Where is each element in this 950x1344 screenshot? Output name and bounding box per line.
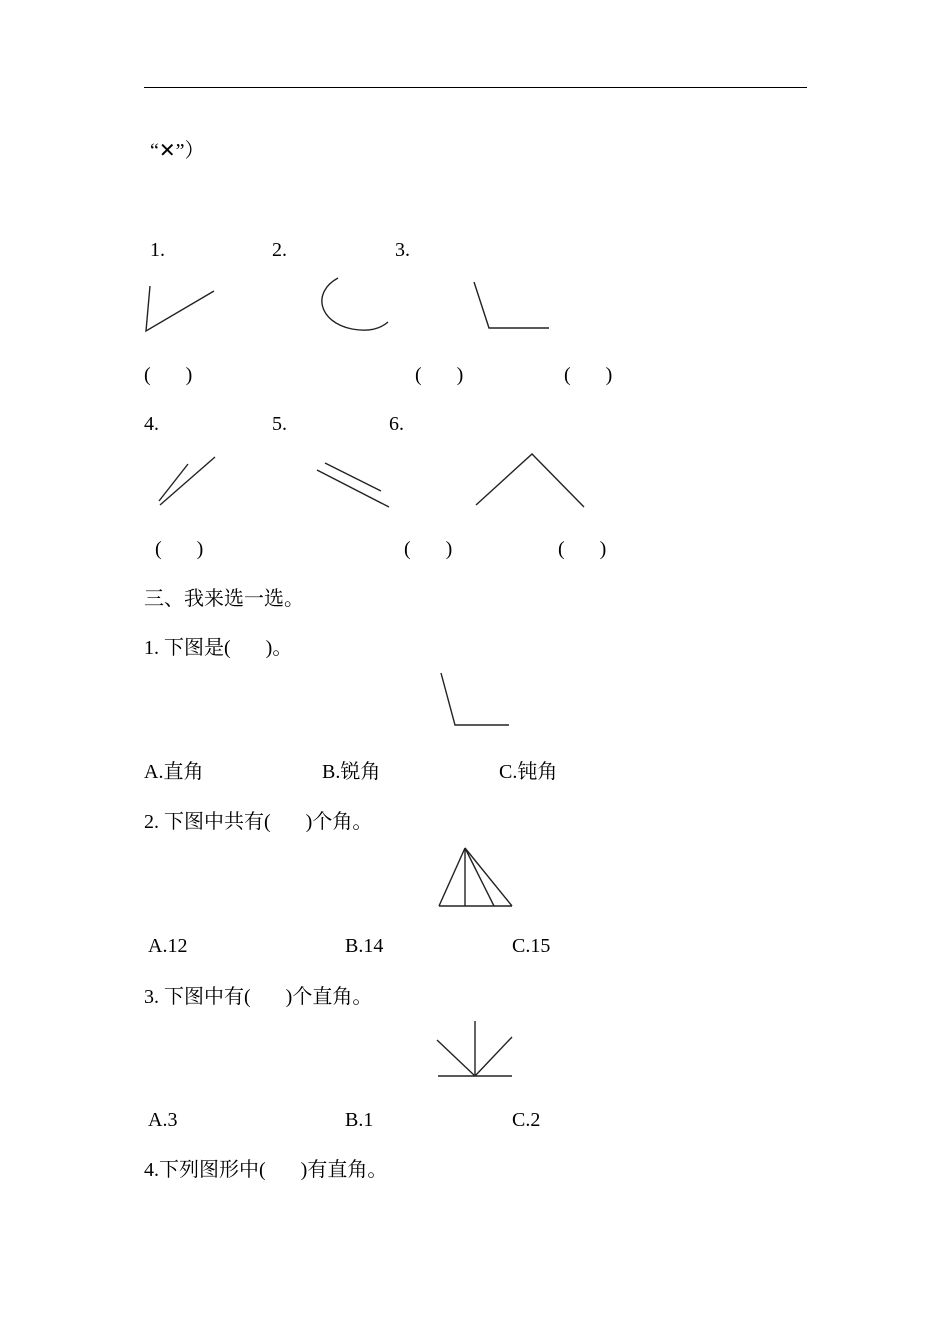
question-2-option-c[interactable]: C.15 [512, 935, 551, 957]
question-2-option-b[interactable]: B.14 [345, 935, 384, 957]
question-4-stem: 4.下列图形中( )有直角。 [144, 1159, 388, 1181]
question-3-stem: 3. 下图中有( )个直角。 [144, 986, 373, 1008]
section-3-title: 三、我来选一选。 [144, 588, 304, 610]
answer-blank-6[interactable]: ( ) [558, 538, 607, 560]
question-2-option-a[interactable]: A.12 [148, 935, 188, 957]
answer-blank-4[interactable]: ( ) [155, 538, 204, 560]
item-2-number: 2. [272, 239, 287, 261]
question-3-option-b[interactable]: B.1 [345, 1109, 374, 1131]
question-1-option-c[interactable]: C.钝角 [499, 761, 558, 783]
question-2-stem: 2. 下图中共有( )个角。 [144, 811, 373, 833]
answer-blank-2[interactable]: ( ) [415, 364, 464, 386]
item-5-number: 5. [272, 413, 287, 435]
item-4-number: 4. [144, 413, 159, 435]
answer-blank-3[interactable]: ( ) [564, 364, 613, 386]
question-3-option-a[interactable]: A.3 [148, 1109, 178, 1131]
question-3-option-c[interactable]: C.2 [512, 1109, 541, 1131]
item-6-number: 6. [389, 413, 404, 435]
item-3-number: 3. [395, 239, 410, 261]
question-1-option-b[interactable]: B.锐角 [322, 761, 381, 783]
question-1-stem: 1. 下图是( )。 [144, 637, 293, 659]
instruction-fragment: “✕”） [150, 140, 205, 162]
item-1-number: 1. [150, 239, 165, 261]
question-1-option-a[interactable]: A.直角 [144, 761, 204, 783]
answer-blank-1[interactable]: ( ) [144, 364, 193, 386]
answer-blank-5[interactable]: ( ) [404, 538, 453, 560]
